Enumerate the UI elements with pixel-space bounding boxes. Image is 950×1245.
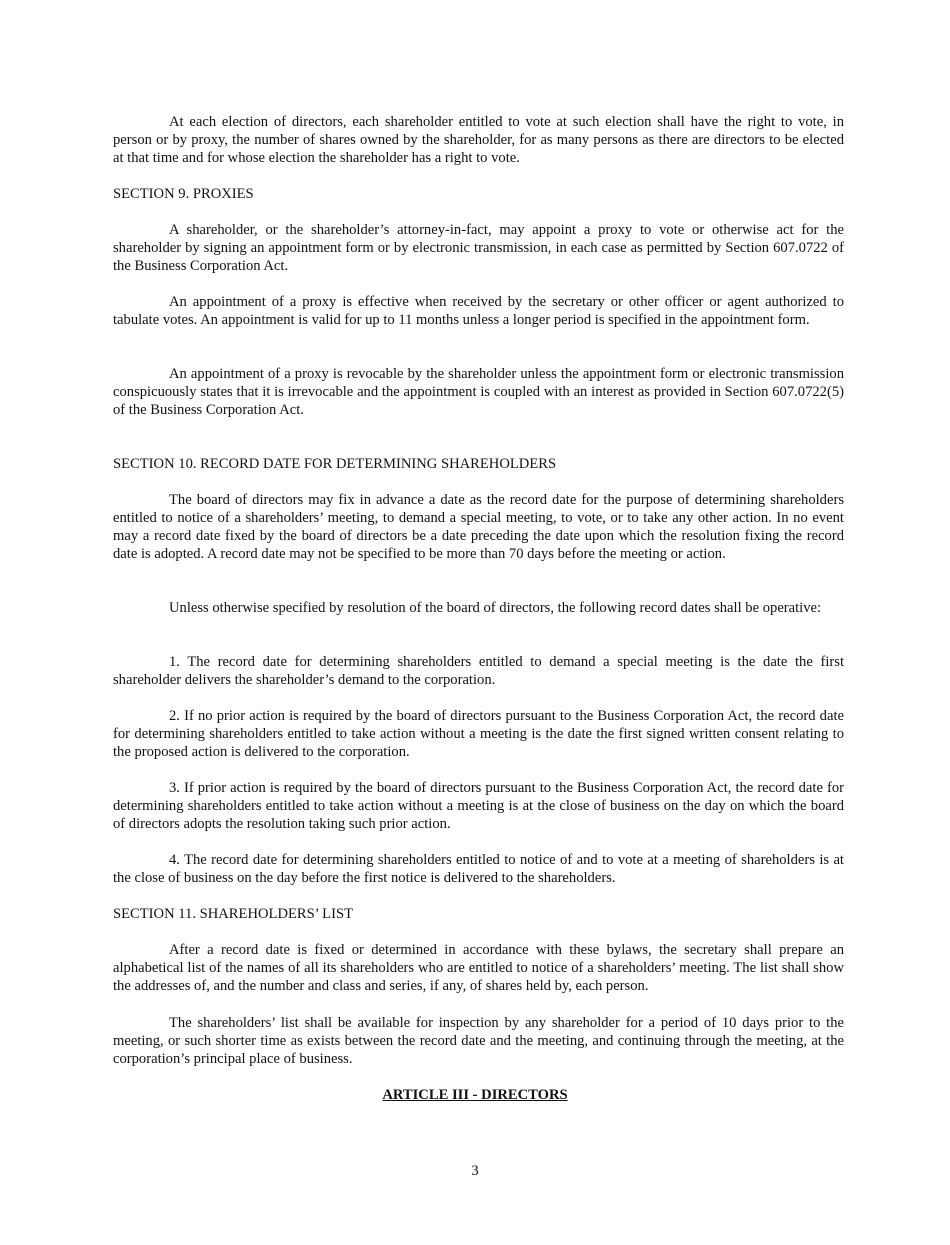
section-11-heading: SECTION 11. SHAREHOLDERS’ LIST bbox=[113, 906, 353, 922]
list-item-record-date-3: 3. If prior action is required by the board of directors pursuant to the Business Corporation Act, the record date for determining shareholders entitled to take action without a meeting is at the close of business on the day on which the board of directors adopts the resolution taking such prior action. bbox=[113, 780, 844, 832]
list-item-record-date-1: 1. The record date for determining shareholders entitled to demand a special meeting is the date the first shareholder delivers the shareholder’s demand to the corporation. bbox=[113, 654, 844, 688]
paragraph-record-fix: The board of directors may fix in advance a date as the record date for the purpose of determining shareholders entitled to notice of a shareholders’ meeting, to demand a special meeting, to vote, or to take any other action. In no event may a record date fixed by the board of directors be a date preceding the date upon which the resolution fixing the record date is adopted. A record date may not be specified to be more than 70 days before the meeting or action. bbox=[113, 492, 844, 562]
article-3-heading: ARTICLE III - DIRECTORS bbox=[382, 1087, 568, 1103]
page-number: 3 bbox=[471, 1163, 479, 1179]
paragraph-record-unless: Unless otherwise specified by resolution of the board of directors, the following record dates shall be operative: bbox=[169, 600, 822, 616]
list-item-record-date-4: 4. The record date for determining shareholders entitled to notice of and to vote at a meeting of shareholders is at the close of business on the day before the first notice is delivered to the shareholders. bbox=[113, 852, 844, 886]
paragraph-election-vote: At each election of directors, each shareholder entitled to vote at such election shall have the right to vote, in person or by proxy, the number of shares owned by the shareholder, for as many persons as there are directors to be elected at that time and for whose election the shareholder has a right to vote. bbox=[113, 114, 844, 166]
paragraph-proxy-appoint: A shareholder, or the shareholder’s attorney-in-fact, may appoint a proxy to vote or otherwise act for the shareholder by signing an appointment form or by electronic transmission, in each case as permitted by Section 607.0722 of the Business Corporation Act. bbox=[113, 222, 844, 274]
paragraph-proxy-effective: An appointment of a proxy is effective when received by the secretary or other officer or agent authorized to tabulate votes. An appointment is valid for up to 11 months unless a longer period is specified in the appointment form. bbox=[113, 294, 844, 328]
paragraph-list-prepare: After a record date is fixed or determined in accordance with these bylaws, the secretary shall prepare an alphabetical list of the names of all its shareholders who are entitled to notice of a shareholders’ meeting. The list shall show the addresses of, and the number and class and series, if any, of shares held by, each person. bbox=[113, 942, 844, 994]
section-10-heading: SECTION 10. RECORD DATE FOR DETERMINING SHAREHOLDERS bbox=[113, 456, 557, 472]
paragraph-proxy-revocable: An appointment of a proxy is revocable by the shareholder unless the appointment form or electronic transmission conspicuously states that it is irrevocable and the appointment is coupled with an interest as provided in Section 607.0722(5) of the Business Corporation Act. bbox=[113, 366, 844, 418]
list-item-record-date-2: 2. If no prior action is required by the board of directors pursuant to the Business Corporation Act, the record date for determining shareholders entitled to take action without a meeting is the date the first signed written consent relating to the proposed action is delivered to the corporation. bbox=[113, 708, 844, 760]
paragraph-list-available: The shareholders’ list shall be available for inspection by any shareholder for a period of 10 days prior to the meeting, or such shorter time as exists between the record date and the meeting, and continuing through the meeting, at the corporation’s principal place of business. bbox=[113, 1015, 844, 1067]
section-9-heading: SECTION 9. PROXIES bbox=[113, 186, 254, 202]
